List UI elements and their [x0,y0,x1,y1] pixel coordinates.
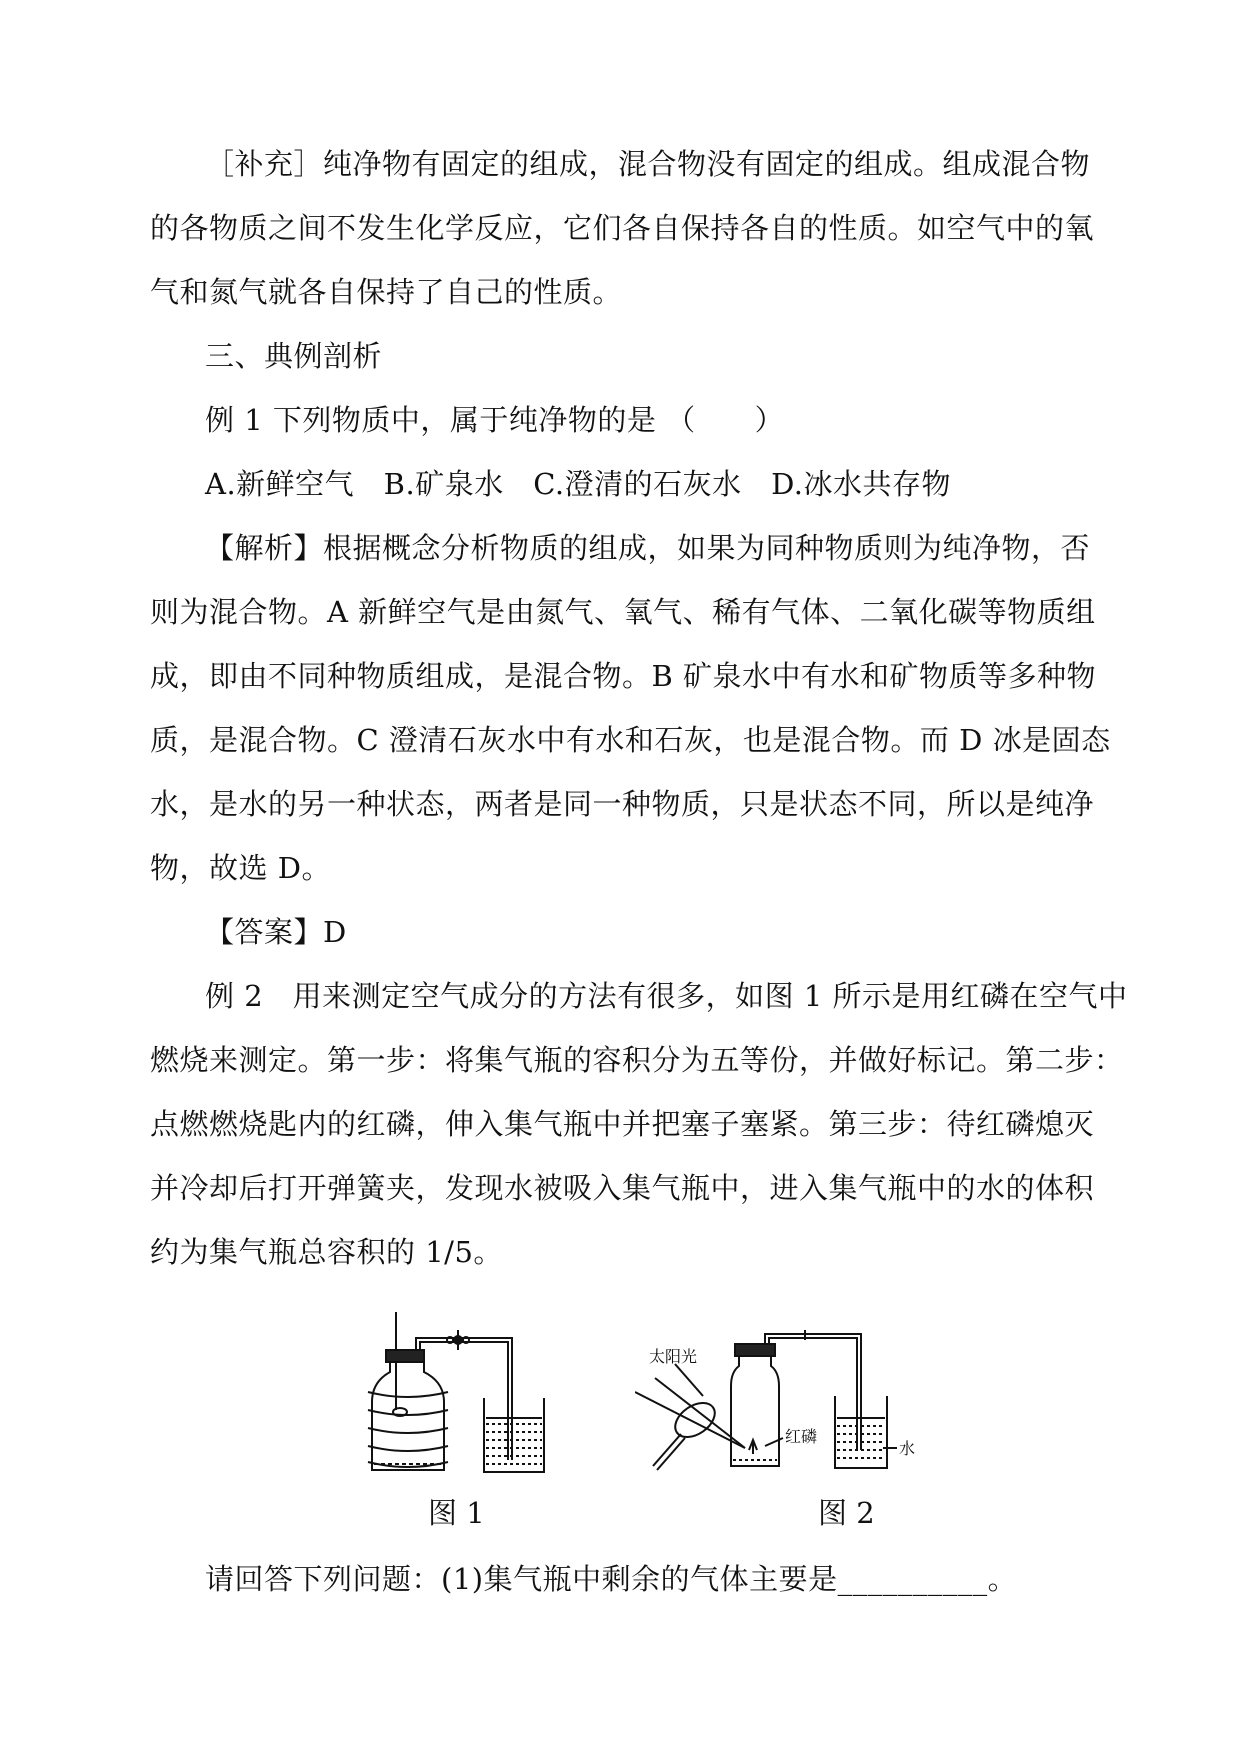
section-heading: 三、典例剖析 [205,339,383,373]
example1-answer: 【答案】D [205,915,347,949]
figure-2-apparatus [635,1330,925,1490]
supplement-line-1: ［补充］纯净物有固定的组成，混合物没有固定的组成。组成混合物 [205,147,1091,181]
supplement-line-3: 气和氮气就各自保持了自己的性质。 [150,275,623,309]
example2-line-1: 例 2 用来测定空气成分的方法有很多，如图 1 所示是用红磷在空气中 [205,979,1128,1013]
figure-2-caption: 图 2 [818,1496,875,1530]
analysis-line-2: 则为混合物。A 新鲜空气是由氮气、氧气、稀有气体、二氧化碳等物质组 [150,595,1096,629]
figure-1-caption: 图 1 [428,1496,485,1530]
label-red-phosphorus: 红磷 [785,1427,818,1446]
example2-line-5: 约为集气瓶总容积的 1/5。 [150,1235,503,1269]
label-sunlight: 太阳光 [649,1347,698,1366]
example2-line-2: 燃烧来测定。第一步：将集气瓶的容积分为五等份，并做好标记。第二步： [150,1043,1124,1077]
analysis-line-1: 【解析】根据概念分析物质的组成，如果为同种物质则为纯净物，否 [205,531,1091,565]
example2-line-3: 点燃燃烧匙内的红磷，伸入集气瓶中并把塞子塞紧。第三步：待红磷熄灭 [150,1107,1095,1141]
question-1: 请回答下列问题：(1)集气瓶中剩余的气体主要是__________。 [205,1562,1018,1596]
analysis-line-5: 水，是水的另一种状态，两者是同一种物质，只是状态不同，所以是纯净 [150,787,1095,821]
example1-question: 例 1 下列物质中，属于纯净物的是 （ ） [205,403,785,437]
example2-line-4: 并冷却后打开弹簧夹，发现水被吸入集气瓶中，进入集气瓶中的水的体积 [150,1171,1095,1205]
supplement-line-2: 的各物质之间不发生化学反应，它们各自保持各自的性质。如空气中的氧 [150,211,1095,245]
figure-1-apparatus [360,1310,580,1490]
analysis-line-3: 成，即由不同种物质组成，是混合物。B 矿泉水中有水和矿物质等多种物 [150,659,1097,693]
example1-options: A.新鲜空气 B.矿泉水 C.澄清的石灰水 D.冰水共存物 [205,467,952,501]
analysis-line-4: 质，是混合物。C 澄清石灰水中有水和石灰，也是混合物。而 D 冰是固态 [150,723,1111,757]
label-water: 水 [899,1439,916,1458]
analysis-line-6: 物，故选 D。 [150,851,331,885]
